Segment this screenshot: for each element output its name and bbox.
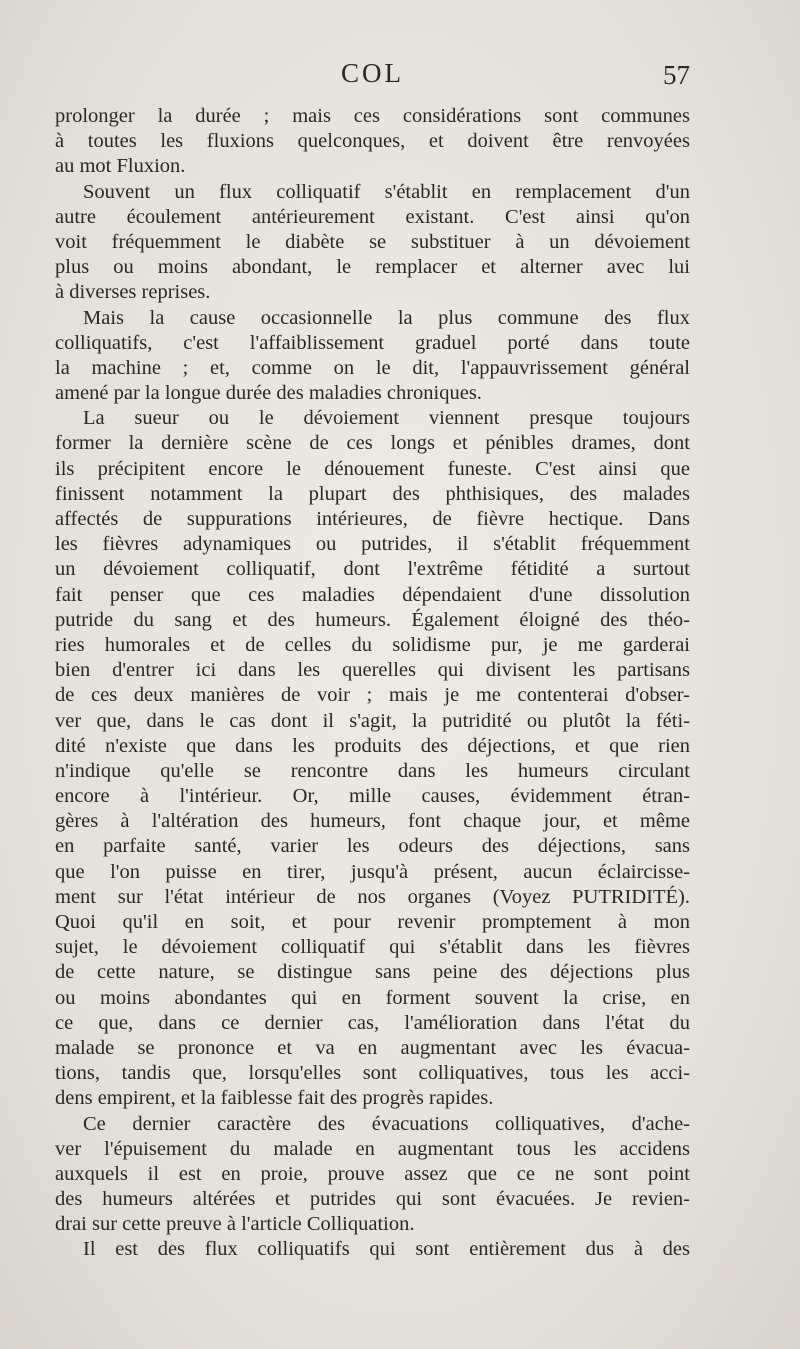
text-line: Ce dernier caractère des évacuations colliquatives, d'ache- [83, 1112, 690, 1135]
text-line: amené par la longue durée des maladies chroniques. [55, 382, 482, 405]
text-line: sujet, le dévoiement colliquatif qui s'établit dans les fièvres [55, 936, 690, 959]
text-line: des humeurs altérées et putrides qui sont évacuées. Je revien- [55, 1188, 690, 1211]
text-line: tions, tandis que, lorsqu'elles sont colliquatives, tous les acci- [55, 1062, 690, 1085]
text-line: de ces deux manières de voir ; mais je me contenterai d'obser- [55, 684, 690, 707]
text-line: dité n'existe que dans les produits des déjections, et que rien [55, 734, 690, 757]
text-line: drai sur cette preuve à l'article Colliquation. [55, 1213, 415, 1236]
text-line: fait penser que ces maladies dépendaient d'une dissolution [55, 583, 690, 606]
body-text [55, 104, 690, 1263]
text-line: ou moins abondantes qui en forment souvent la crise, en [55, 986, 690, 1009]
text-line: les fièvres adynamiques ou putrides, il s'établit fréquemment [55, 533, 690, 556]
text-line: La sueur ou le dévoiement viennent presque toujours [83, 407, 690, 430]
text-line: affectés de suppurations intérieures, de fièvre hectique. Dans [55, 508, 690, 530]
text-line: putride du sang et des humeurs. Également éloigné des théo- [55, 608, 690, 631]
text-line: un dévoiement colliquatif, dont l'extrême fétidité a surtout [55, 558, 690, 581]
text-line: Il est des flux colliquatifs qui sont entièrement dus à des [83, 1238, 690, 1261]
text-line: de cette nature, se distingue sans peine des déjections plus [55, 961, 690, 984]
text-line: ries humorales et de celles du solidisme pur, je me garderai [55, 633, 690, 656]
text-line: plus ou moins abondant, le remplacer et alterner avec lui [55, 256, 690, 279]
text-line: encore à l'intérieur. Or, mille causes, évidemment étran- [55, 785, 690, 808]
text-line: à toutes les fluxions quelconques, et doivent être renvoyées [55, 130, 690, 153]
text-line: ver que, dans le cas dont il s'agit, la putridité ou plutôt la féti- [55, 709, 690, 732]
text-line: que l'on puisse en tirer, jusqu'à présent, aucun éclaircisse- [55, 860, 690, 883]
text-line: prolonger la durée ; mais ces considérations sont communes [55, 105, 690, 127]
text-line: dens empirent, et la faiblesse fait des progrès rapides. [55, 1087, 494, 1110]
text-line: n'indique qu'elle se rencontre dans les humeurs circulant [55, 759, 690, 782]
text-line: colliquatifs, c'est l'affaiblissement graduel porté dans toute [55, 331, 690, 354]
text-line: ver l'épuisement du malade en augmentant tous les accidens [55, 1137, 690, 1160]
text-line: Souvent un flux colliquatif s'établit en remplacement d'un [83, 180, 690, 203]
text-line: la machine ; et, comme on le dit, l'appauvrissement général [55, 356, 690, 379]
text-line: malade se prononce et va en augmentant avec les évacua- [55, 1036, 690, 1059]
text-line: Mais la cause occasionnelle la plus commune des flux [83, 306, 690, 329]
text-line: Quoi qu'il en soit, et pour revenir promptement à mon [55, 911, 690, 933]
text-line: en parfaite santé, varier les odeurs des déjections, sans [55, 835, 690, 858]
text-line: finissent notamment la plupart des phthisiques, des malades [55, 482, 690, 505]
page-header [55, 58, 690, 98]
text-line: à diverses reprises. [55, 281, 211, 304]
text-line: auxquels il est en proie, prouve assez que ce ne sont point [55, 1162, 690, 1185]
text-line: gères à l'altération des humeurs, font chaque jour, et même [55, 810, 690, 833]
text-line: au mot Fluxion. [55, 155, 186, 178]
text-line: ce que, dans ce dernier cas, l'amélioration dans l'état du [55, 1011, 690, 1034]
text-line: ils précipitent encore le dénouement funeste. C'est ainsi que [55, 457, 690, 480]
text-line: voit fréquemment le diabète se substituer à un dévoiement [55, 230, 690, 253]
text-line: ment sur l'état intérieur de nos organes (Voyez PUTRIDITÉ). [55, 885, 690, 908]
running-head: COL [341, 58, 404, 88]
text-line: bien d'entrer ici dans les querelles qui divisent les partisans [55, 659, 690, 682]
text-line: autre écoulement antérieurement existant. C'est ainsi qu'on [55, 205, 690, 228]
text-line: former la dernière scène de ces longs et pénibles drames, dont [55, 432, 690, 455]
page-number: 57 [663, 60, 690, 90]
